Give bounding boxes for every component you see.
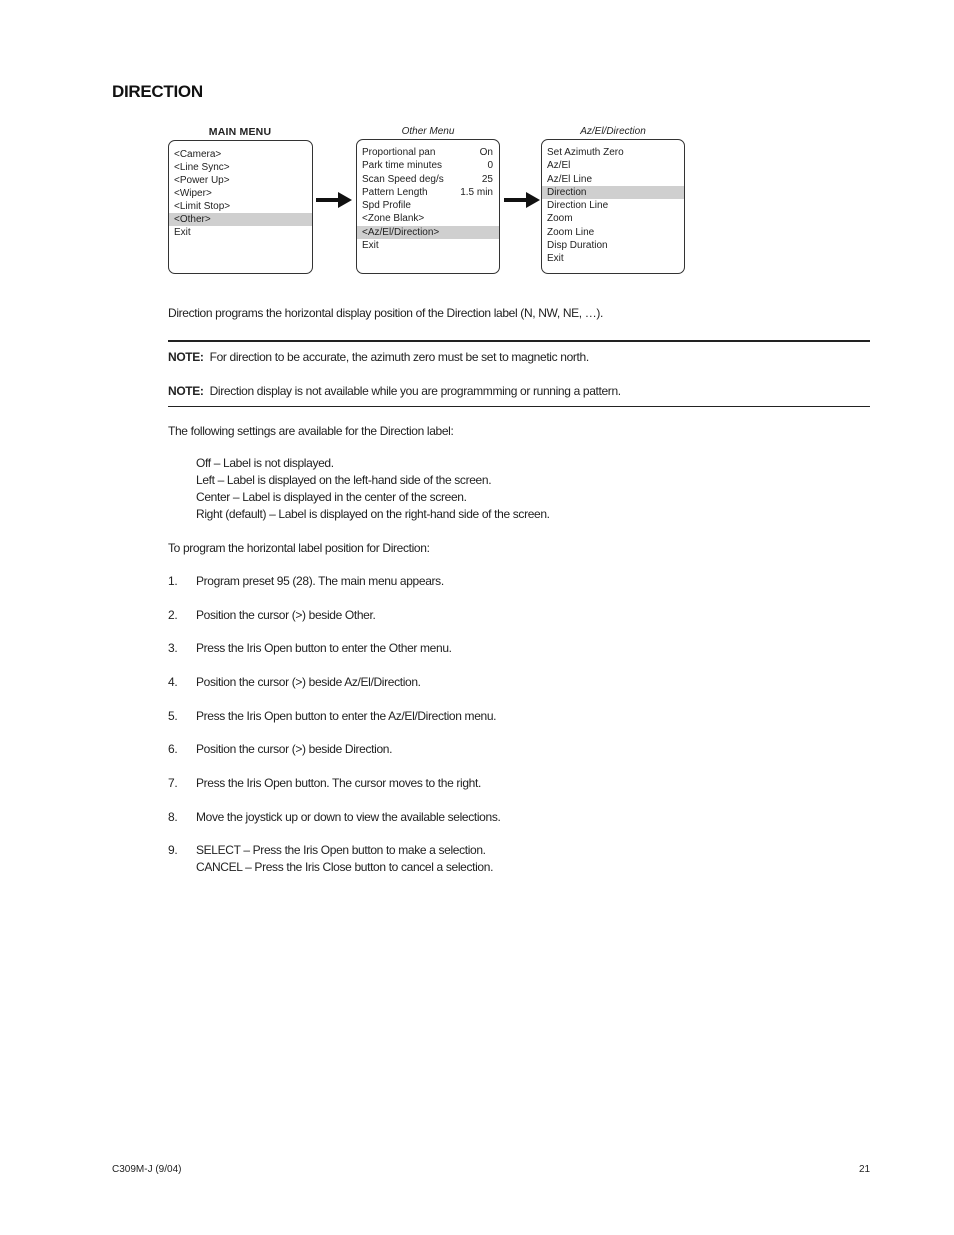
step-text: Program preset 95 (28). The main menu appears. [196, 574, 444, 588]
menu-item: Direction Line [547, 200, 609, 211]
menu-item-selected: <Other> [169, 213, 312, 226]
note [168, 383, 621, 399]
main-menu-box [168, 140, 313, 274]
step-item [168, 607, 868, 623]
step-number: 1. [168, 574, 178, 588]
note-label: NOTE: [168, 384, 204, 398]
step-number: 7. [168, 776, 178, 790]
menu-item: Exit [174, 227, 191, 238]
step-text: Press the Iris Open button. The cursor moves to the right. [196, 776, 481, 790]
note-text: Direction display is not available while you are programmming or running a pattern. [209, 384, 621, 398]
step-text: Position the cursor (>) beside Az/El/Direction. [196, 675, 421, 689]
menu-item: Exit [547, 253, 564, 264]
menu-item: Exit [362, 240, 379, 251]
menu-item: Az/El [547, 160, 571, 171]
arrow-right-icon [504, 192, 540, 208]
page-number: 21 [859, 1164, 871, 1175]
menu-item: Zoom [547, 213, 573, 224]
step-item [168, 809, 868, 825]
step-number: 4. [168, 675, 178, 689]
other-menu-caption: Other Menu [401, 126, 455, 137]
intro-paragraph: Direction programs the horizontal display position of the Direction label (N, NW, NE, …). [168, 306, 604, 320]
step-text: Press the Iris Open button to enter the Other menu. [196, 641, 452, 655]
menu-item: Proportional pan On [362, 147, 493, 158]
menu-item: <Limit Stop> [174, 201, 231, 212]
menu-item: Scan Speed deg/s 25 [362, 174, 493, 185]
azel-menu-box [541, 139, 685, 274]
step-item [168, 741, 868, 757]
menu-item: <Power Up> [174, 175, 230, 186]
menu-item: Set Azimuth Zero [547, 147, 624, 158]
step-item [168, 674, 868, 690]
menu-item: <Camera> [174, 149, 222, 160]
step-number: 6. [168, 742, 178, 756]
settings-intro: The following settings are available for the Direction label: [168, 424, 454, 438]
settings-list [196, 455, 550, 522]
step-text: Position the cursor (>) beside Direction. [196, 742, 393, 756]
menu-item: <Line Sync> [174, 162, 230, 173]
other-menu-box [356, 139, 500, 274]
menu-item: Zoom Line [547, 227, 595, 238]
menu-item-selected: <Az/El/Direction> [357, 226, 499, 239]
step-text: SELECT – Press the Iris Open button to make a selection. [196, 843, 486, 857]
step-number: 3. [168, 641, 178, 655]
step-text: Press the Iris Open button to enter the Az/El/Direction menu. [196, 709, 497, 723]
menu-item: Park time minutes 0 [362, 160, 493, 171]
step-text: Move the joystick up or down to view the available selections. [196, 810, 501, 824]
step-item [168, 775, 868, 791]
menu-item: <Wiper> [174, 188, 212, 199]
step-text: CANCEL – Press the Iris Close button to cancel a selection. [196, 860, 494, 874]
step-number: 9. [168, 843, 178, 857]
step-number: 5. [168, 709, 178, 723]
divider [168, 340, 870, 342]
step-number: 8. [168, 810, 178, 824]
menu-item: Az/El Line [547, 174, 593, 185]
note-text: For direction to be accurate, the azimuth zero must be set to magnetic north. [209, 350, 589, 364]
settings-item: Center – Label is displayed in the center of the screen. [196, 490, 467, 504]
program-intro: To program the horizontal label position for Direction: [168, 541, 430, 555]
step-item [168, 842, 868, 876]
settings-item: Right (default) – Label is displayed on the right-hand side of the screen. [196, 507, 550, 521]
settings-item: Left – Label is displayed on the left-hand side of the screen. [196, 473, 492, 487]
arrow-right-icon [316, 192, 352, 208]
azel-menu-caption: Az/El/Direction [580, 126, 646, 137]
menu-item: Spd Profile [362, 200, 411, 211]
section-title: DIRECTION [112, 82, 203, 101]
note [168, 349, 589, 365]
menu-item: <Zone Blank> [362, 213, 425, 224]
main-menu-caption: MAIN MENU [208, 126, 272, 138]
step-text: Position the cursor (>) beside Other. [196, 608, 376, 622]
note-label: NOTE: [168, 350, 204, 364]
step-item [168, 640, 868, 656]
menu-item: Pattern Length 1.5 min [362, 187, 493, 198]
step-item [168, 573, 868, 589]
step-number: 2. [168, 608, 178, 622]
step-item [168, 708, 868, 724]
menu-item: Disp Duration [547, 240, 608, 251]
divider [168, 406, 870, 407]
settings-item: Off – Label is not displayed. [196, 456, 334, 470]
footer-doc-id: C309M-J (9/04) [112, 1164, 182, 1175]
menu-item-selected: Direction [542, 186, 684, 199]
